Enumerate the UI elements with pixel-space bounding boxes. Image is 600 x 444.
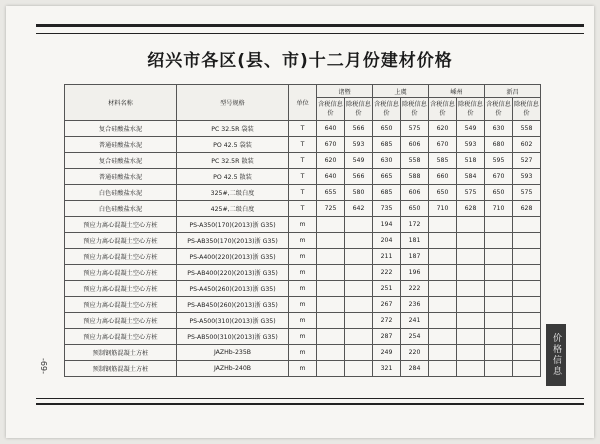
price-cell: 650	[429, 185, 457, 201]
unit-cell: m	[289, 249, 317, 265]
spec-cell: 325#,二级白度	[177, 185, 289, 201]
header-tax-included: 含税信息价	[373, 98, 401, 121]
section-side-tab: 价格信息	[546, 324, 566, 386]
spec-cell: JAZHb-240B	[177, 361, 289, 377]
price-cell	[429, 345, 457, 361]
price-cell	[345, 345, 373, 361]
price-cell	[317, 361, 345, 377]
price-cell	[345, 265, 373, 281]
price-cell: 575	[513, 185, 541, 201]
price-cell: 518	[457, 153, 485, 169]
price-cell	[317, 217, 345, 233]
material-name-cell: 预应力离心混凝土空心方桩	[65, 217, 177, 233]
unit-cell: m	[289, 313, 317, 329]
price-cell	[485, 281, 513, 297]
unit-cell: T	[289, 121, 317, 137]
price-cell: 593	[345, 137, 373, 153]
price-cell: 630	[485, 121, 513, 137]
price-cell	[317, 265, 345, 281]
price-cell: 670	[429, 137, 457, 153]
price-cell	[345, 313, 373, 329]
price-cell: 620	[429, 121, 457, 137]
material-name-cell: 预应力离心混凝土空心方桩	[65, 249, 177, 265]
price-cell	[513, 281, 541, 297]
header-region-zhuji: 诸暨	[317, 85, 373, 98]
unit-cell: T	[289, 153, 317, 169]
price-cell: 267	[373, 297, 401, 313]
price-cell	[429, 281, 457, 297]
price-cell: 628	[513, 201, 541, 217]
unit-cell: m	[289, 297, 317, 313]
unit-cell: T	[289, 137, 317, 153]
header-spec: 型号规格	[177, 85, 289, 121]
price-cell	[485, 297, 513, 313]
unit-cell: m	[289, 265, 317, 281]
document-page	[6, 6, 594, 438]
price-cell: 187	[401, 249, 429, 265]
price-cell: 670	[485, 169, 513, 185]
header-material: 材料名称	[65, 85, 177, 121]
price-cell	[429, 217, 457, 233]
unit-cell: m	[289, 233, 317, 249]
price-cell	[485, 329, 513, 345]
price-cell	[429, 249, 457, 265]
material-name-cell: 预应力离心混凝土空心方桩	[65, 233, 177, 249]
header-region-shangyu: 上虞	[373, 85, 429, 98]
spec-cell: PS-AB350(170)(2013)浙 G35)	[177, 233, 289, 249]
price-cell	[317, 281, 345, 297]
price-cell: 566	[345, 121, 373, 137]
unit-cell: T	[289, 169, 317, 185]
price-cell	[345, 249, 373, 265]
price-cell: 575	[401, 121, 429, 137]
unit-cell: T	[289, 201, 317, 217]
price-cell: 204	[373, 233, 401, 249]
price-cell	[457, 217, 485, 233]
price-cell: 249	[373, 345, 401, 361]
price-cell	[513, 345, 541, 361]
price-cell: 725	[317, 201, 345, 217]
material-name-cell: 预应力离心混凝土空心方桩	[65, 281, 177, 297]
price-cell: 254	[401, 329, 429, 345]
price-cell: 558	[513, 121, 541, 137]
header-tax-excluded: 除税信息价	[457, 98, 485, 121]
table-row	[65, 297, 541, 313]
spec-cell: JAZHb-235B	[177, 345, 289, 361]
table-row	[65, 121, 541, 137]
price-cell: 584	[457, 169, 485, 185]
unit-cell: m	[289, 217, 317, 233]
price-cell	[317, 345, 345, 361]
price-cell: 220	[401, 345, 429, 361]
price-cell	[485, 313, 513, 329]
price-cell	[345, 233, 373, 249]
table-row	[65, 281, 541, 297]
material-name-cell: 白色硅酸盐水泥	[65, 201, 177, 217]
spec-cell: 425#,二级白度	[177, 201, 289, 217]
material-name-cell: 复合硅酸盐水泥	[65, 153, 177, 169]
price-cell: 196	[401, 265, 429, 281]
bottom-rule	[36, 398, 584, 405]
price-cell	[429, 361, 457, 377]
material-name-cell: 预制钢筋混凝土方桩	[65, 345, 177, 361]
price-cell: 650	[485, 185, 513, 201]
page-title: 绍兴市各区(县、市)十二月份建材价格	[147, 51, 453, 71]
table-row	[65, 329, 541, 345]
price-cell	[317, 329, 345, 345]
price-table	[64, 84, 541, 377]
price-cell: 655	[317, 185, 345, 201]
material-name-cell: 普通硅酸盐水泥	[65, 137, 177, 153]
price-cell: 566	[345, 169, 373, 185]
material-name-cell: 预应力离心混凝土空心方桩	[65, 329, 177, 345]
price-cell: 241	[401, 313, 429, 329]
price-cell	[429, 313, 457, 329]
price-cell	[429, 329, 457, 345]
price-cell: 640	[317, 121, 345, 137]
price-cell: 321	[373, 361, 401, 377]
price-cell	[317, 233, 345, 249]
price-cell	[485, 265, 513, 281]
price-cell: 640	[317, 169, 345, 185]
header-tax-included: 含税信息价	[429, 98, 457, 121]
price-cell: 735	[373, 201, 401, 217]
price-cell: 606	[401, 185, 429, 201]
top-rule	[36, 24, 584, 34]
material-name-cell: 白色硅酸盐水泥	[65, 185, 177, 201]
table-row	[65, 313, 541, 329]
header-tax-included: 含税信息价	[485, 98, 513, 121]
price-cell	[457, 313, 485, 329]
spec-cell: PC 32.5R 散装	[177, 153, 289, 169]
header-tax-excluded: 除税信息价	[513, 98, 541, 121]
price-cell	[345, 361, 373, 377]
price-cell: 284	[401, 361, 429, 377]
price-cell: 251	[373, 281, 401, 297]
price-cell: 642	[345, 201, 373, 217]
spec-cell: PC 32.5R 袋装	[177, 121, 289, 137]
price-cell	[513, 313, 541, 329]
header-region-shengzhou: 嵊州	[429, 85, 485, 98]
price-cell	[513, 217, 541, 233]
price-cell	[513, 233, 541, 249]
table-row	[65, 265, 541, 281]
table-row	[65, 137, 541, 153]
price-cell: 194	[373, 217, 401, 233]
price-cell: 606	[401, 137, 429, 153]
header-row-regions	[65, 85, 541, 98]
price-cell	[429, 297, 457, 313]
spec-cell: PO 42.5 袋装	[177, 137, 289, 153]
table-row	[65, 217, 541, 233]
material-name-cell: 预制钢筋混凝土方桩	[65, 361, 177, 377]
price-cell	[513, 297, 541, 313]
price-cell	[345, 281, 373, 297]
material-name-cell: 预应力离心混凝土空心方桩	[65, 265, 177, 281]
price-cell: 630	[373, 153, 401, 169]
table-row	[65, 169, 541, 185]
price-cell: 685	[373, 185, 401, 201]
spec-cell: PS-AB400(220)(2013)浙 G35)	[177, 265, 289, 281]
spec-cell: PS-A400(220)(2013)浙 G35)	[177, 249, 289, 265]
price-cell: 710	[485, 201, 513, 217]
table-body	[65, 121, 541, 377]
unit-cell: m	[289, 329, 317, 345]
price-cell	[317, 249, 345, 265]
header-tax-excluded: 除税信息价	[401, 98, 429, 121]
price-cell: 685	[373, 137, 401, 153]
price-cell	[457, 297, 485, 313]
price-cell: 650	[373, 121, 401, 137]
price-cell	[317, 297, 345, 313]
table-row	[65, 345, 541, 361]
price-cell: 680	[485, 137, 513, 153]
price-cell: 620	[317, 153, 345, 169]
price-cell: 593	[457, 137, 485, 153]
unit-cell: m	[289, 281, 317, 297]
price-cell	[317, 313, 345, 329]
price-cell	[345, 297, 373, 313]
header-tax-included: 含税信息价	[317, 98, 345, 121]
spec-cell: PO 42.5 散装	[177, 169, 289, 185]
price-cell	[513, 329, 541, 345]
price-cell: 172	[401, 217, 429, 233]
price-cell: 588	[401, 169, 429, 185]
table-row	[65, 233, 541, 249]
price-cell: 549	[345, 153, 373, 169]
price-cell: 272	[373, 313, 401, 329]
price-cell: 650	[401, 201, 429, 217]
price-cell	[513, 265, 541, 281]
price-cell	[513, 361, 541, 377]
unit-cell: m	[289, 345, 317, 361]
table-row	[65, 201, 541, 217]
price-cell	[485, 361, 513, 377]
price-cell	[429, 233, 457, 249]
table-row	[65, 249, 541, 265]
price-cell: 527	[513, 153, 541, 169]
price-cell	[429, 265, 457, 281]
price-cell: 660	[429, 169, 457, 185]
price-cell: 580	[345, 185, 373, 201]
price-cell: 670	[317, 137, 345, 153]
price-cell: 665	[373, 169, 401, 185]
price-cell: 628	[457, 201, 485, 217]
spec-cell: PS-AB450(260)(2013)浙 G35)	[177, 297, 289, 313]
price-cell	[457, 233, 485, 249]
spec-cell: PS-A500(310)(2013)浙 G35)	[177, 313, 289, 329]
unit-cell: T	[289, 185, 317, 201]
price-cell: 593	[513, 169, 541, 185]
price-cell: 558	[401, 153, 429, 169]
table-row	[65, 153, 541, 169]
header-tax-excluded: 除税信息价	[345, 98, 373, 121]
spec-cell: PS-A450(260)(2013)浙 G35)	[177, 281, 289, 297]
price-cell: 585	[429, 153, 457, 169]
material-name-cell: 普通硅酸盐水泥	[65, 169, 177, 185]
price-cell	[345, 217, 373, 233]
price-cell: 222	[401, 281, 429, 297]
price-cell: 710	[429, 201, 457, 217]
price-cell: 181	[401, 233, 429, 249]
price-cell: 287	[373, 329, 401, 345]
price-cell	[485, 249, 513, 265]
price-cell: 549	[457, 121, 485, 137]
price-cell	[457, 265, 485, 281]
price-cell: 222	[373, 265, 401, 281]
spec-cell: PS-A350(170)(2013)浙 G35)	[177, 217, 289, 233]
price-cell	[457, 361, 485, 377]
table-row	[65, 185, 541, 201]
price-cell: 602	[513, 137, 541, 153]
price-cell: 211	[373, 249, 401, 265]
material-name-cell: 复合硅酸盐水泥	[65, 121, 177, 137]
price-cell	[513, 249, 541, 265]
price-cell: 595	[485, 153, 513, 169]
price-cell: 575	[457, 185, 485, 201]
price-cell	[485, 233, 513, 249]
price-cell	[345, 329, 373, 345]
price-cell	[485, 217, 513, 233]
header-unit: 单位	[289, 85, 317, 121]
header-region-xinchang: 新昌	[485, 85, 541, 98]
material-name-cell: 预应力离心混凝土空心方桩	[65, 313, 177, 329]
spec-cell: PS-AB500(310)(2013)浙 G35)	[177, 329, 289, 345]
unit-cell: m	[289, 361, 317, 377]
table-row	[65, 361, 541, 377]
price-cell	[457, 329, 485, 345]
price-cell	[457, 281, 485, 297]
page-number: -69-	[39, 358, 48, 374]
price-cell	[457, 249, 485, 265]
price-cell	[457, 345, 485, 361]
price-cell	[485, 345, 513, 361]
price-cell: 236	[401, 297, 429, 313]
material-name-cell: 预应力离心混凝土空心方桩	[65, 297, 177, 313]
